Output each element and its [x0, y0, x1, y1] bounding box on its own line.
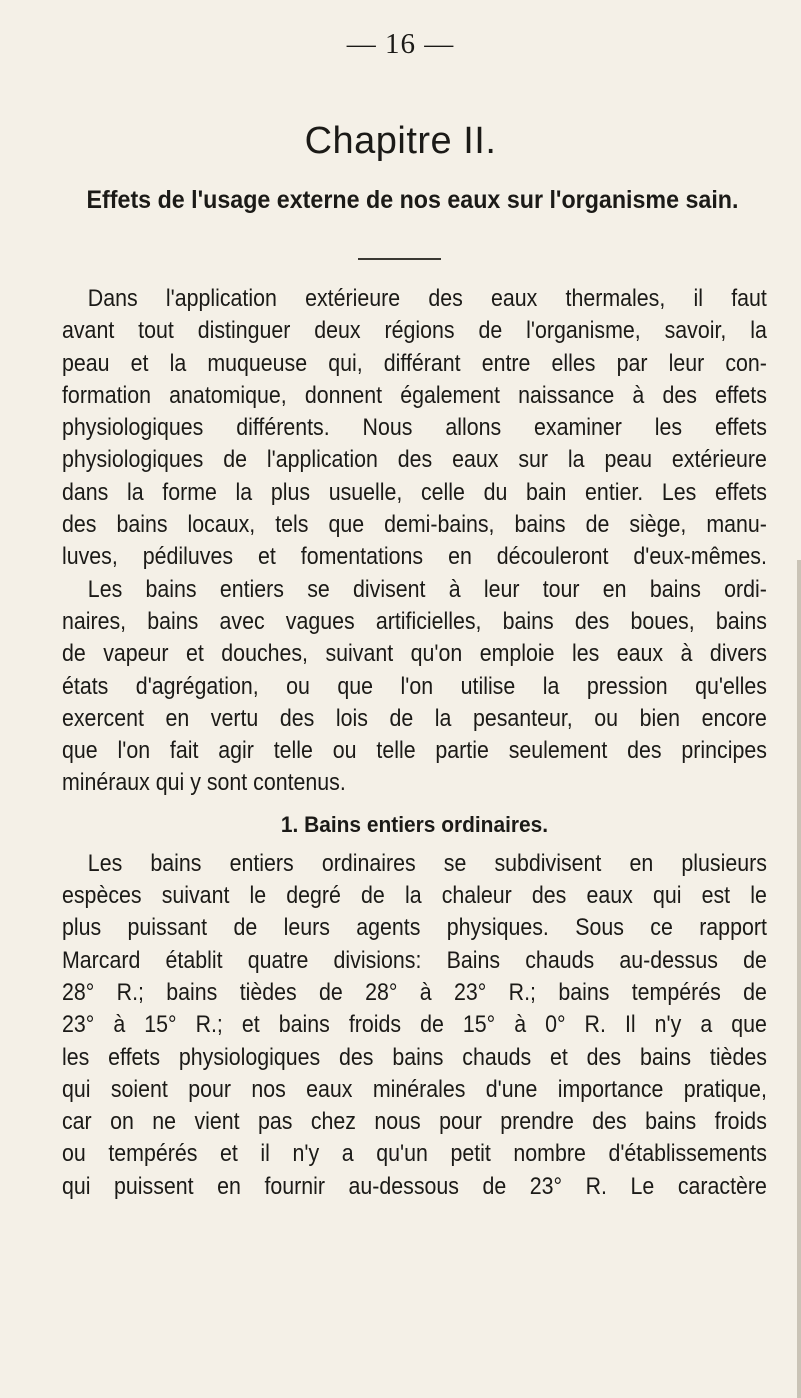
section-heading: 1. Bains entiers ordinaires.	[280, 811, 549, 837]
text-line: 23° à 15° R.; et bains froids de 15° à 0° R. Il n'y a que	[62, 1011, 767, 1039]
chapter-title: Chapitre II.	[304, 120, 497, 162]
text-line: de vapeur et douches, suivant qu'on emploie les eaux à divers	[62, 640, 767, 668]
text-line: peau et la muqueuse qui, différant entre elles par leur con-	[62, 349, 767, 377]
chapter-subtitle: Effets de l'usage externe de nos eaux sur l'organisme sain.	[86, 186, 739, 214]
text-line: Les bains entiers se divisent à leur tour en bains ordi-	[87, 575, 767, 603]
text-line: physiologiques différents. Nous allons examiner les effets	[62, 414, 767, 442]
text-line: les effets physiologiques des bains chauds et des bains tièdes	[62, 1043, 767, 1071]
text-line: espèces suivant le degré de la chaleur des eaux qui est le	[62, 882, 767, 910]
text-line: avant tout distinguer deux régions de l'organisme, savoir, la	[62, 317, 767, 345]
text-line: dans la forme la plus usuelle, celle du bain entier. Les effets	[62, 478, 767, 506]
text-line: physiologiques de l'application des eaux sur la peau extérieure	[62, 446, 767, 474]
paragraph-2	[62, 574, 767, 800]
text-line: qui puissent en fournir au-dessous de 23° R. Le caractère	[62, 1172, 767, 1200]
text-line: Marcard établit quatre divisions: Bains chauds au-dessus de	[62, 946, 767, 974]
text-line: formation anatomique, donnent également naissance à des effets	[62, 381, 767, 409]
text-line: ou tempérés et il n'y a qu'un petit nombre d'établissements	[62, 1140, 767, 1168]
text-line: exercent en vertu des lois de la pesanteur, ou bien encore	[62, 704, 767, 732]
text-line: car on ne vient pas chez nous pour prendre des bains froids	[62, 1108, 767, 1136]
text-line: que l'on fait agir telle ou telle partie seulement des principes	[62, 737, 767, 765]
text-line: états d'agrégation, ou que l'on utilise la pression qu'elles	[62, 672, 767, 700]
text-line: Dans l'application extérieure des eaux thermales, il faut	[87, 285, 767, 312]
text-line: plus puissant de leurs agents physiques. Sous ce rapport	[62, 914, 767, 942]
paragraph-1	[62, 283, 767, 574]
text-line: luves, pédiluves et fomentations en découleront d'eux-mêmes.	[62, 543, 767, 571]
body-text	[62, 283, 767, 1203]
page-number: — 16 —	[346, 28, 455, 60]
text-line: 28° R.; bains tièdes de 28° à 23° R.; bains tempérés de	[62, 978, 767, 1006]
text-line: qui soient pour nos eaux minérales d'une importance pratique,	[62, 1075, 767, 1103]
page-edge-shadow	[797, 560, 801, 1398]
paragraph-3	[62, 848, 767, 1203]
text-line: des bains locaux, tels que demi-bains, bains de siège, manu-	[62, 511, 767, 539]
text-line: Les bains entiers ordinaires se subdivisent en plusieurs	[87, 849, 767, 877]
text-line: minéraux qui y sont contenus.	[62, 769, 346, 797]
text-line: naires, bains avec vagues artificielles, bains des boues, bains	[62, 607, 767, 635]
title-divider	[358, 258, 441, 260]
